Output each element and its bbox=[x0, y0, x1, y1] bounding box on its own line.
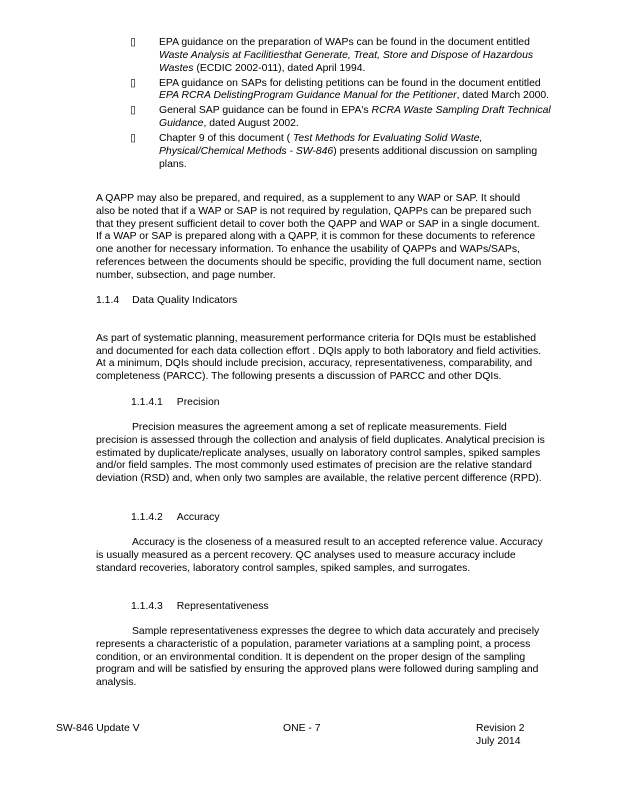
section-title: Data Quality Indicators bbox=[132, 295, 238, 306]
bullet-marker: ▯ bbox=[130, 105, 136, 117]
bullet-item: ▯ General SAP guidance can be found in EPA's RCRA Waste Sampling Draft Technical Guidance, dated August 2002. bbox=[130, 105, 551, 130]
bullet-item: ▯ Chapter 9 of this document ( Test Methods for Evaluating Solid Waste, Physical/Chemical Methods - SW-846) presents additional discussion on sampling plans. bbox=[130, 133, 538, 170]
bullet-marker: ▯ bbox=[130, 77, 136, 89]
section-heading-1-1-4-1 bbox=[131, 396, 220, 409]
accuracy-paragraph: Accuracy is the closeness of a measured result to an accepted reference value. Accuracy is usually measured as a percent recovery. QC analyses used to measure accuracy include standard recoveries, laboratory control samples, spiked samples, and surrogates. bbox=[96, 537, 543, 574]
footer-page-number: ONE - 7 bbox=[283, 723, 321, 734]
section-heading-1-1-4-3 bbox=[131, 600, 269, 613]
section-heading-1-1-4 bbox=[96, 294, 237, 307]
guidance-bullet-list bbox=[129, 37, 559, 174]
precision-paragraph: Precision measures the agreement among a set of replicate measurements. Field precision is assessed through the collection and analysis of field duplicates. Analytical precision is estimated by duplicate/replicate analyses, usually on laboratory control samples, spiked samples and/or field samples. The most commonly used estimates of precision are the relative standard deviation (RSD) and, when only two samples are available, the relative percent difference (RPD). bbox=[96, 422, 545, 485]
bullet-item: ▯ EPA guidance on SAPs for delisting petitions can be found in the document entitled EPA RCRA DelistingProgram Guidance Manual for the Petitioner, dated March 2000. bbox=[130, 77, 550, 102]
qapp-paragraph: A QAPP may also be prepared, and required, as a supplement to any WAP or SAP. It should also be noted that if a WAP or SAP is not required by regulation, QAPPs can be prepared such that they present sufficient detail to cover both the QAPP and WAP or SAP in a single document. If a WAP or SAP is prepared along with a QAPP, it is common for these documents to reference one another for necessary information. To enhance the usability of QAPPs and WAPs/SAPs, references between the documents should be specific, providing the full document name, section number, subsection, and page number. bbox=[96, 193, 542, 281]
bullet-item: ▯ EPA guidance on the preparation of WAPs can be found in the document entitled Waste Analysis at Facilitiesthat Generate, Treat, Store and Dispose of Hazardous Wastes (ECDIC 2002-011), dated April 1994. bbox=[130, 37, 534, 74]
representativeness-paragraph: Sample representativeness expresses the degree to which data accurately and precisely represents a characteristic of a population, parameter variations at a sampling point, a process condition, or an environmental condition. It is dependent on the proper design of the sampling program and will be satisfied by ensuring the approved plans were followed during sampling and analysis. bbox=[96, 626, 540, 689]
section-heading-1-1-4-2 bbox=[131, 511, 220, 524]
bullet-marker: ▯ bbox=[130, 133, 136, 145]
section-title: Precision bbox=[176, 397, 220, 408]
section-number: 1.1.4.2 bbox=[131, 512, 163, 523]
footer-revision: Revision 2 July 2014 bbox=[476, 723, 525, 747]
section-title: Representativeness bbox=[176, 601, 269, 612]
dqi-paragraph: As part of systematic planning, measurement performance criteria for DQIs must be established and documented for each data collection effort . DQIs apply to both laboratory and field activities. At a minimum, DQIs should include precision, accuracy, representativeness, comparability, and completeness (PARCC). The following presents a discussion of PARCC and other DQIs. bbox=[96, 332, 542, 383]
section-number: 1.1.4 bbox=[96, 295, 120, 306]
footer-left: SW-846 Update V bbox=[56, 723, 140, 734]
section-number: 1.1.4.1 bbox=[131, 397, 163, 408]
bullet-marker: ▯ bbox=[130, 37, 136, 48]
section-title: Accuracy bbox=[176, 512, 220, 523]
section-number: 1.1.4.3 bbox=[131, 601, 163, 612]
